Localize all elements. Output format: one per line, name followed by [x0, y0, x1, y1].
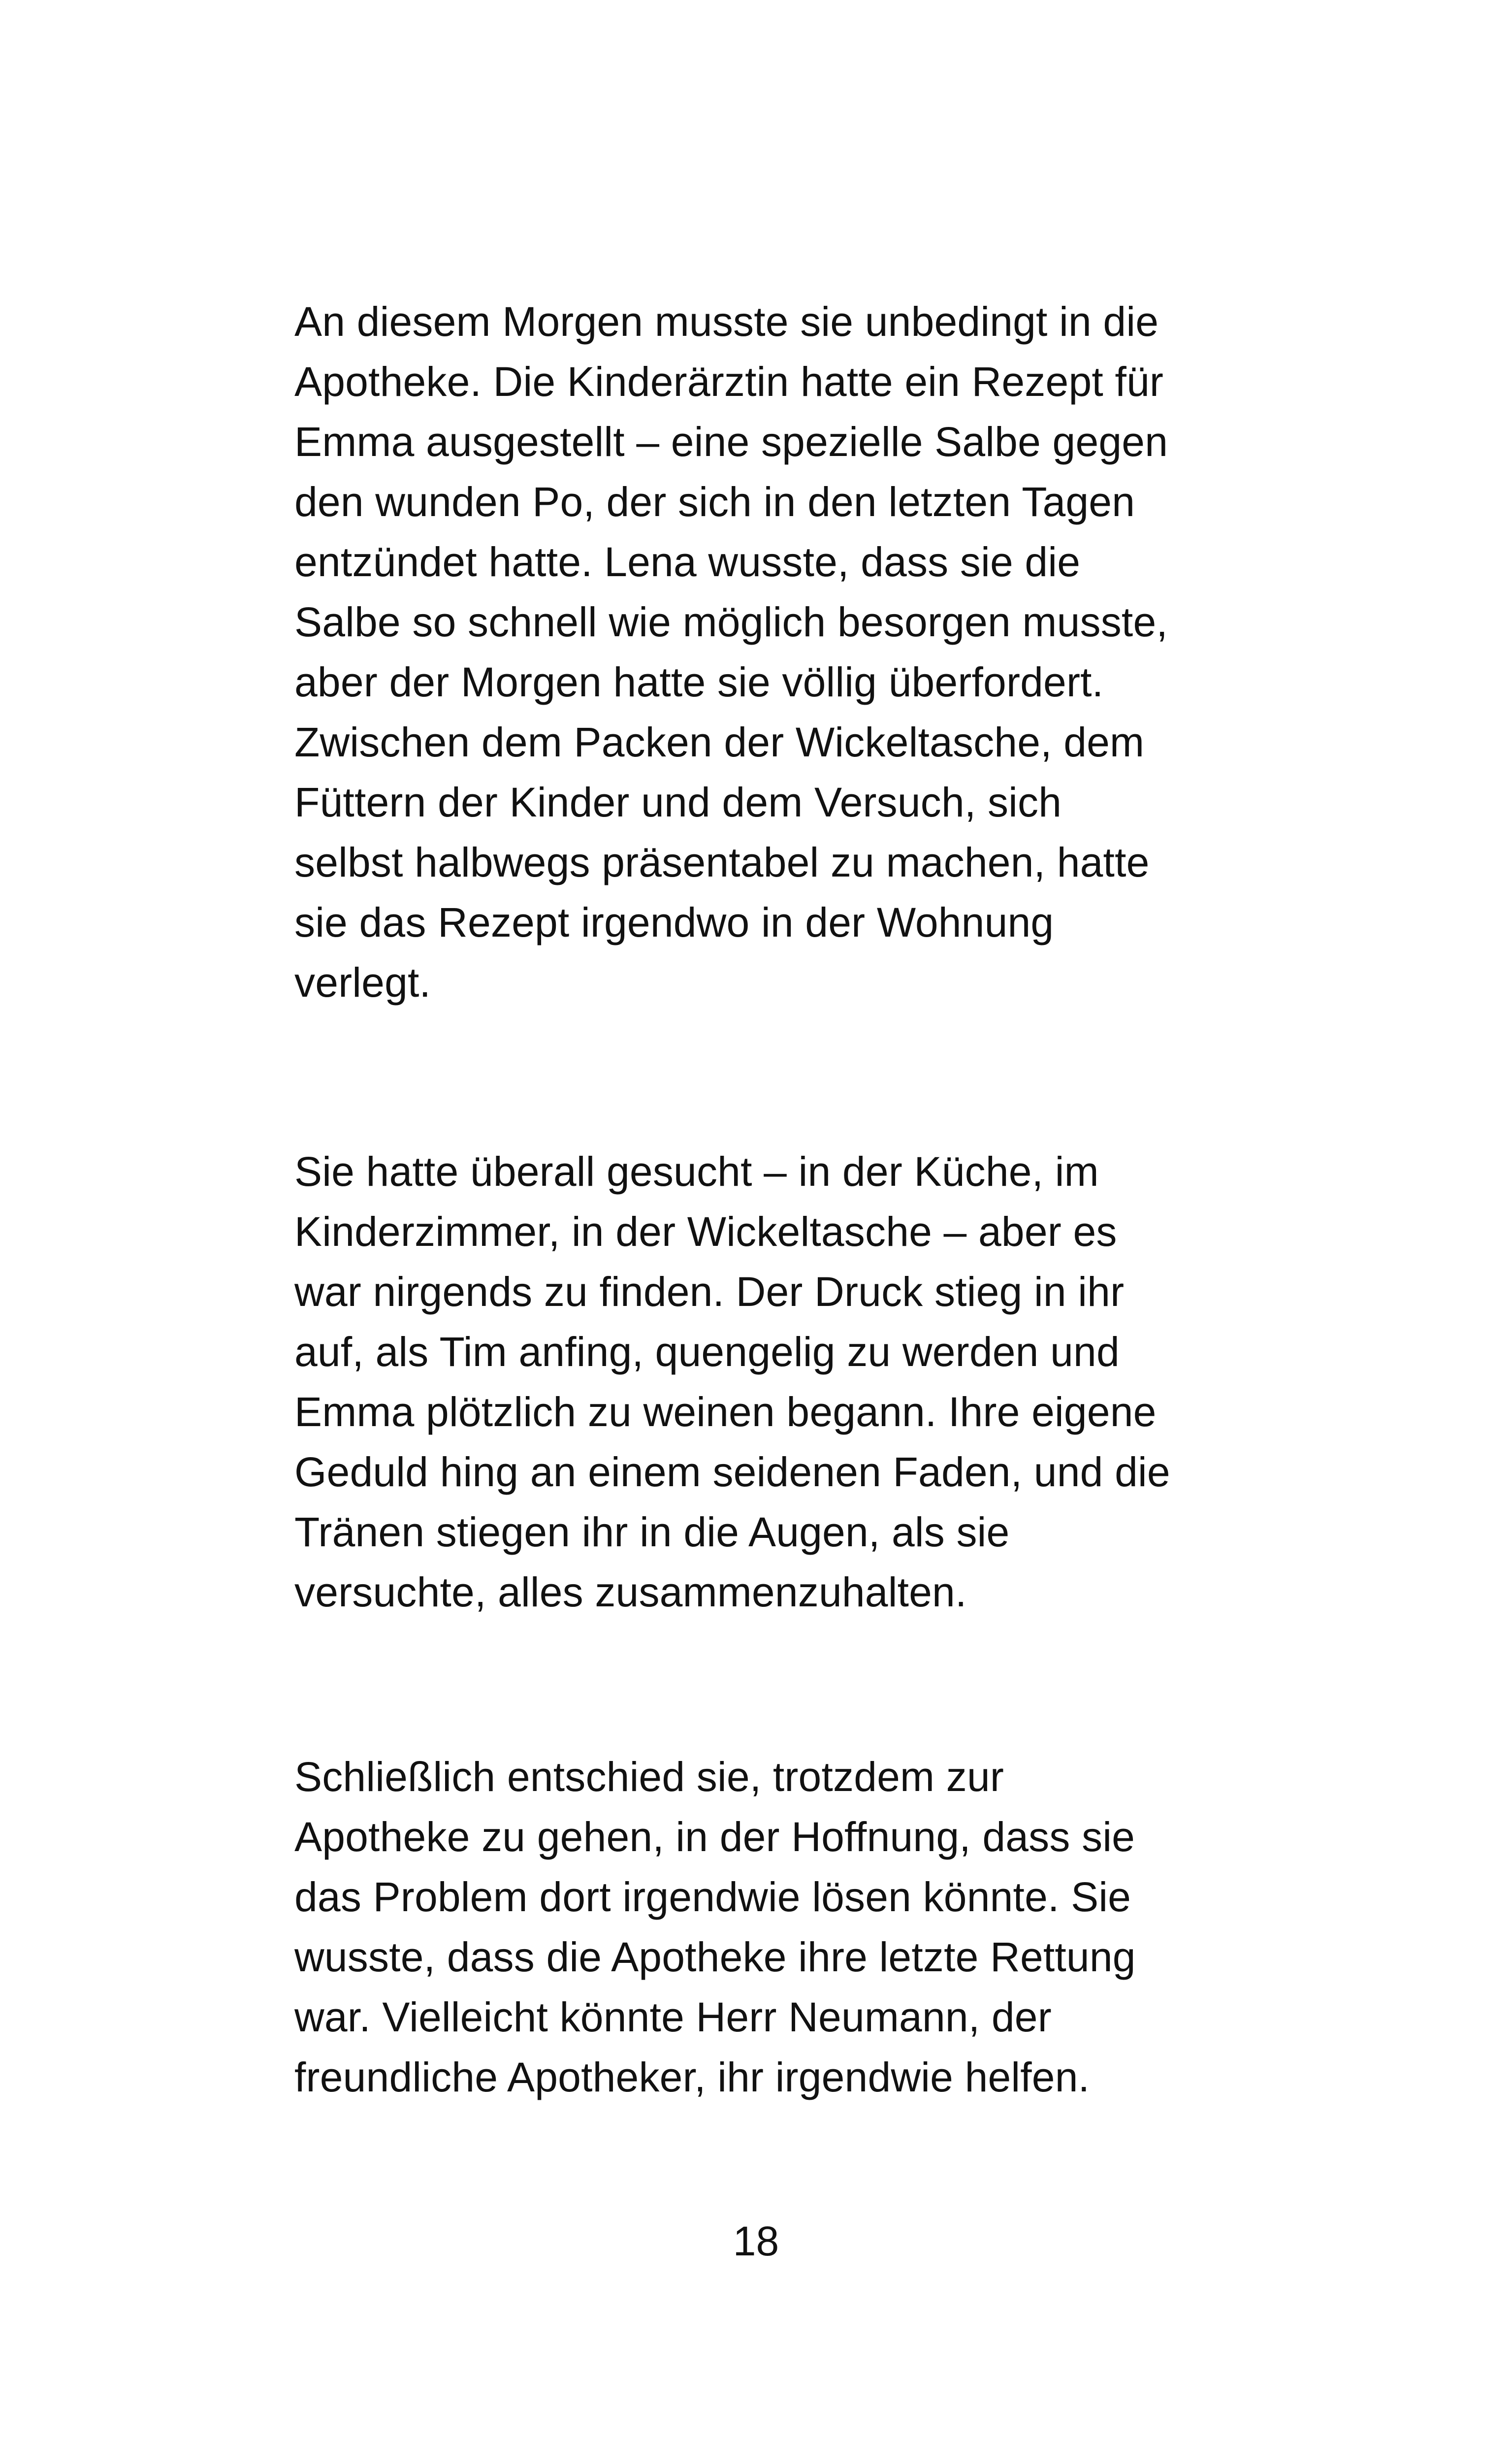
- text-line: wusste, dass die Apotheke ihre letzte Rettung: [294, 1934, 1136, 1980]
- text-line: das Problem dort irgendwie lösen könnte. Sie: [294, 1874, 1131, 1920]
- text-line: Apotheke. Die Kinderärztin hatte ein Rezept für: [294, 358, 1164, 405]
- text-line: Sie hatte überall gesucht – in der Küche, im: [294, 1148, 1099, 1195]
- text-line: Emma plötzlich zu weinen begann. Ihre eigene: [294, 1389, 1157, 1435]
- page-number: 18: [733, 2218, 779, 2264]
- text-line: Füttern der Kinder und dem Versuch, sich: [294, 779, 1062, 825]
- text-line: Salbe so schnell wie möglich besorgen musste,: [294, 599, 1168, 645]
- text-line: auf, als Tim anfing, quengelig zu werden und: [294, 1329, 1120, 1375]
- paragraph-2: [294, 1141, 1259, 1622]
- text-line: Tränen stiegen ihr in die Augen, als sie: [294, 1509, 1010, 1555]
- text-line: sie das Rezept irgendwo in der Wohnung: [294, 899, 1054, 945]
- text-line: Emma ausgestellt – eine spezielle Salbe gegen: [294, 419, 1168, 465]
- text-line: Schließlich entschied sie, trotzdem zur: [294, 1754, 1004, 1800]
- text-line: war nirgends zu finden. Der Druck stieg in ihr: [294, 1269, 1125, 1315]
- text-line: entzündet hatte. Lena wusste, dass sie die: [294, 539, 1081, 585]
- text-line: Geduld hing an einem seidenen Faden, und die: [294, 1449, 1170, 1495]
- text-line: verlegt.: [294, 959, 431, 1006]
- text-line: An diesem Morgen musste sie unbedingt in die: [294, 298, 1159, 345]
- text-line: selbst halbwegs präsentabel zu machen, hatte: [294, 839, 1150, 885]
- text-line: Zwischen dem Packen der Wickeltasche, dem: [294, 719, 1145, 765]
- text-line: Kinderzimmer, in der Wickeltasche – aber es: [294, 1208, 1117, 1255]
- text-line: Apotheke zu gehen, in der Hoffnung, dass sie: [294, 1814, 1135, 1860]
- paragraph-3: [294, 1747, 1259, 2107]
- text-line: versuchte, alles zusammenzuhalten.: [294, 1569, 967, 1615]
- text-line: den wunden Po, der sich in den letzten Tagen: [294, 479, 1135, 525]
- text-line: freundliche Apotheker, ihr irgendwie helfen.: [294, 2054, 1090, 2100]
- text-line: aber der Morgen hatte sie völlig überfordert.: [294, 659, 1104, 705]
- paragraph-1: [294, 292, 1259, 1012]
- text-line: war. Vielleicht könnte Herr Neumann, der: [294, 1994, 1052, 2040]
